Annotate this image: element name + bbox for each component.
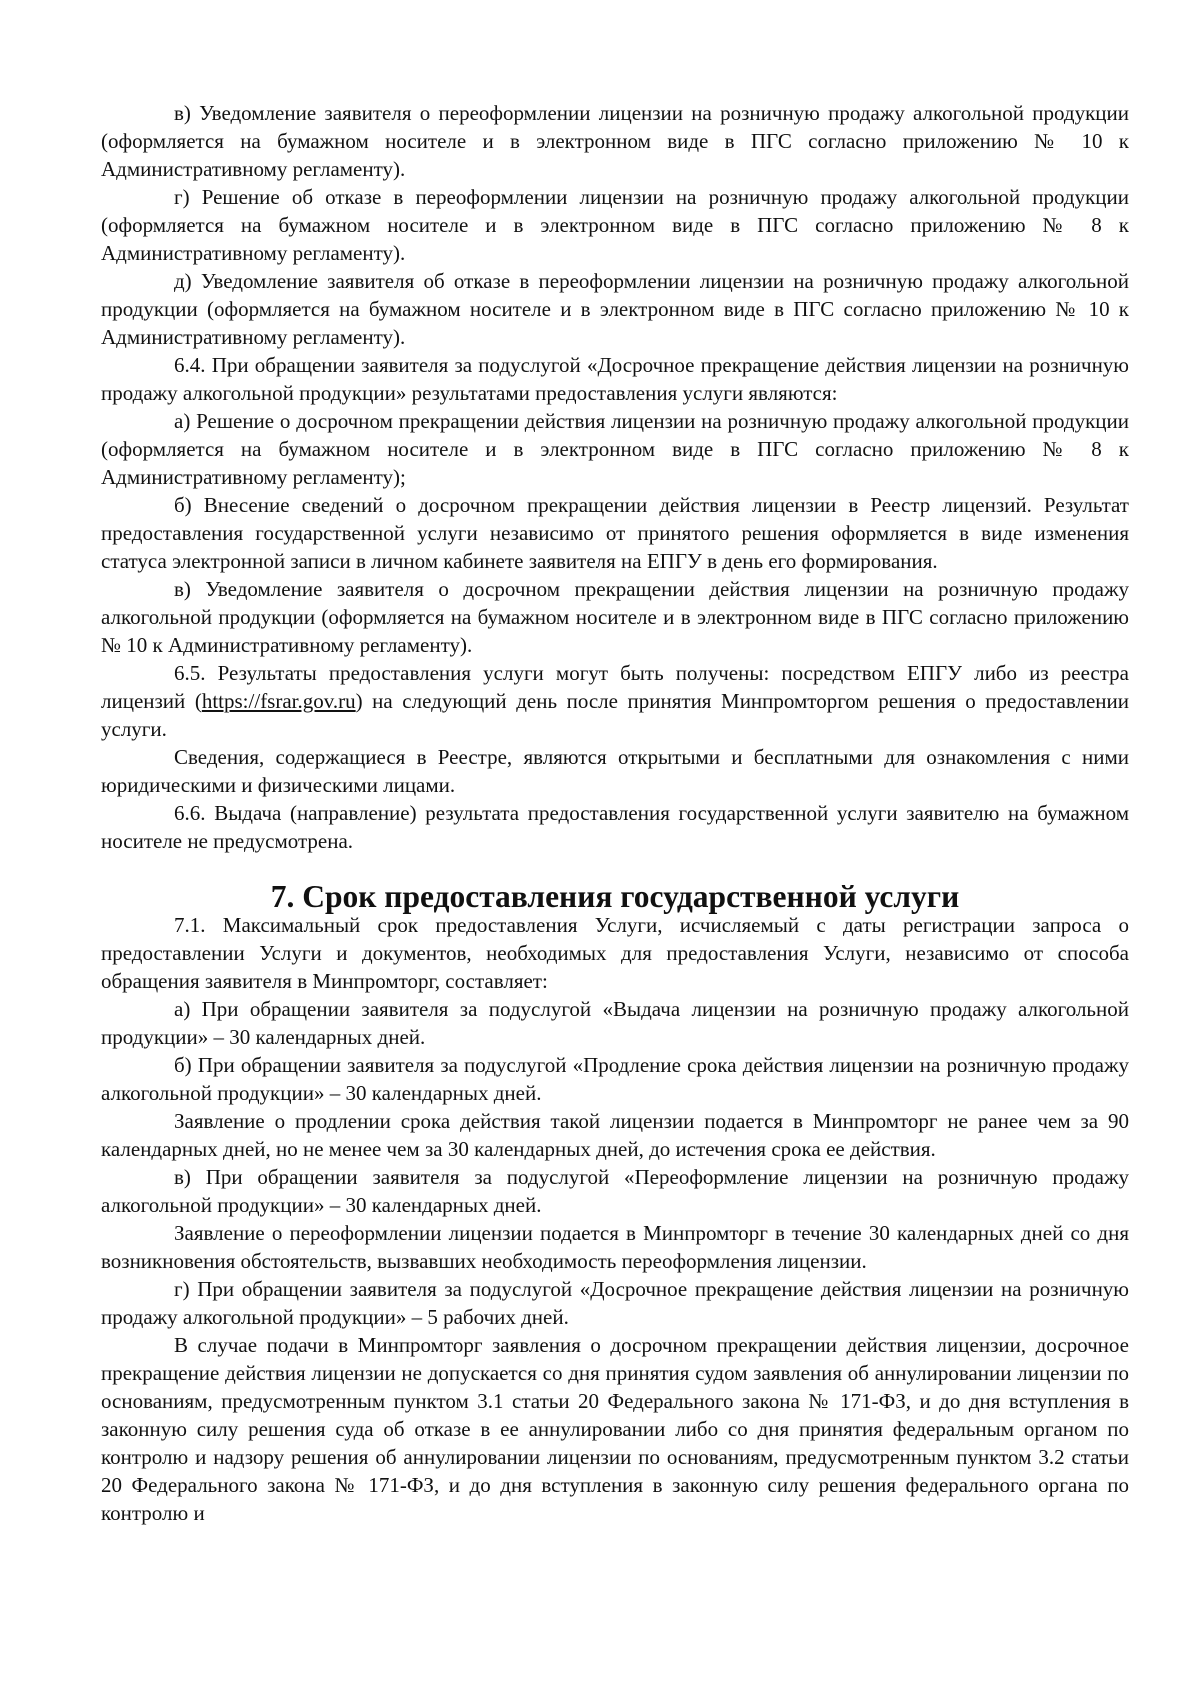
section-7-heading: 7. Срок предоставления государственной услуги <box>270 879 960 914</box>
paragraph: в) Уведомление заявителя о переоформлении лицензии на розничную продажу алкогольной продукции (оформляется на бумажном носителе и в электронном виде в ПГС согласно приложению № 10 к Административному регламенту). <box>101 101 1129 181</box>
paragraph: Сведения, содержащиеся в Реестре, являются открытыми и бесплатными для ознакомления с ними юридическими и физическими лицами. <box>101 745 1129 797</box>
paragraph-text: ) на следующий день после принятия Минпромторгом решения о предоставлении услуги. <box>101 689 1129 741</box>
paragraph: Заявление о продлении срока действия такой лицензии подается в Минпромторг не ранее чем за 90 календарных дней, но не менее чем за 30 календарных дней, до истечения срока ее действия. <box>101 1109 1129 1161</box>
paragraph: Заявление о переоформлении лицензии подается в Минпромторг в течение 30 календарных дней со дня возникновения обстоятельств, вызвавших необходимость переоформления лицензии. <box>101 1221 1129 1273</box>
paragraph: б) При обращении заявителя за подуслугой «Продление срока действия лицензии на розничную продажу алкогольной продукции» – 30 календарных дней. <box>101 1053 1129 1105</box>
paragraph: 7.1. Максимальный срок предоставления Услуги, исчисляемый с даты регистрации запроса о предоставлении Услуги и документов, необходимых для предоставления Услуги, независимо от способа обращения заявителя в Минпромторг, составляет: <box>101 913 1129 993</box>
paragraph: в) Уведомление заявителя о досрочном прекращении действия лицензии на розничную продажу алкогольной продукции (оформляется на бумажном носителе и в электронном виде в ПГС согласно приложению № 10 к Административному регламенту). <box>101 577 1129 657</box>
paragraph: в) При обращении заявителя за подуслугой «Переоформление лицензии на розничную продажу алкогольной продукции» – 30 календарных дней. <box>101 1165 1129 1217</box>
paragraph: д) Уведомление заявителя об отказе в переоформлении лицензии на розничную продажу алкогольной продукции (оформляется на бумажном носителе и в электронном виде в ПГС согласно приложению № 10 к Административному регламенту). <box>101 269 1129 349</box>
document-page <box>101 99 1129 1527</box>
paragraph-text: 6.5. Результаты предоставления услуги могут быть получены: посредством ЕПГУ либо из реестра лицензий ( <box>101 661 1129 713</box>
paragraph: а) При обращении заявителя за подуслугой «Выдача лицензии на розничную продажу алкогольной продукции» – 30 календарных дней. <box>101 997 1129 1049</box>
paragraph: 6.4. При обращении заявителя за подуслугой «Досрочное прекращение действия лицензии на розничную продажу алкогольной продукции» результатами предоставления услуги являются: <box>101 353 1129 405</box>
paragraph: г) При обращении заявителя за подуслугой «Досрочное прекращение действия лицензии на розничную продажу алкогольной продукции» – 5 рабочих дней. <box>101 1277 1129 1329</box>
paragraph: б) Внесение сведений о досрочном прекращении действия лицензии в Реестр лицензий. Результат предоставления государственной услуги независимо от принятого решения оформляется в виде изменения статуса электронной записи в личном кабинете заявителя на ЕПГУ в день его формирования. <box>101 493 1129 573</box>
paragraph: г) Решение об отказе в переоформлении лицензии на розничную продажу алкогольной продукции (оформляется на бумажном носителе и в электронном виде в ПГС согласно приложению № 8 к Административному регламенту). <box>101 185 1129 265</box>
paragraph: В случае подачи в Минпромторг заявления о досрочном прекращении действия лицензии, досрочное прекращение действия лицензии не допускается со дня принятия судом заявления об аннулировании лицензии по основаниям, предусмотренным пунктом 3.1 статьи 20 Федерального закона № 171-ФЗ, и до дня вступления в законную силу решения суда об отказе в ее аннулировании либо со дня принятия федеральным органом по контролю и надзору решения об аннулировании лицензии по основаниям, предусмотренным пунктом 3.2 статьи 20 Федерального закона № 171-ФЗ, и до дня вступления в законную силу решения федерального органа по контролю и <box>101 1333 1129 1525</box>
paragraph-6-5 <box>101 659 1129 743</box>
paragraph: 6.6. Выдача (направление) результата предоставления государственной услуги заявителю на бумажном носителе не предусмотрена. <box>101 801 1129 853</box>
paragraph: а) Решение о досрочном прекращении действия лицензии на розничную продажу алкогольной продукции (оформляется на бумажном носителе и в электронном виде в ПГС согласно приложению № 8 к Административному регламенту); <box>101 409 1129 489</box>
registry-link[interactable]: https://fsrar.gov.ru <box>201 689 356 713</box>
